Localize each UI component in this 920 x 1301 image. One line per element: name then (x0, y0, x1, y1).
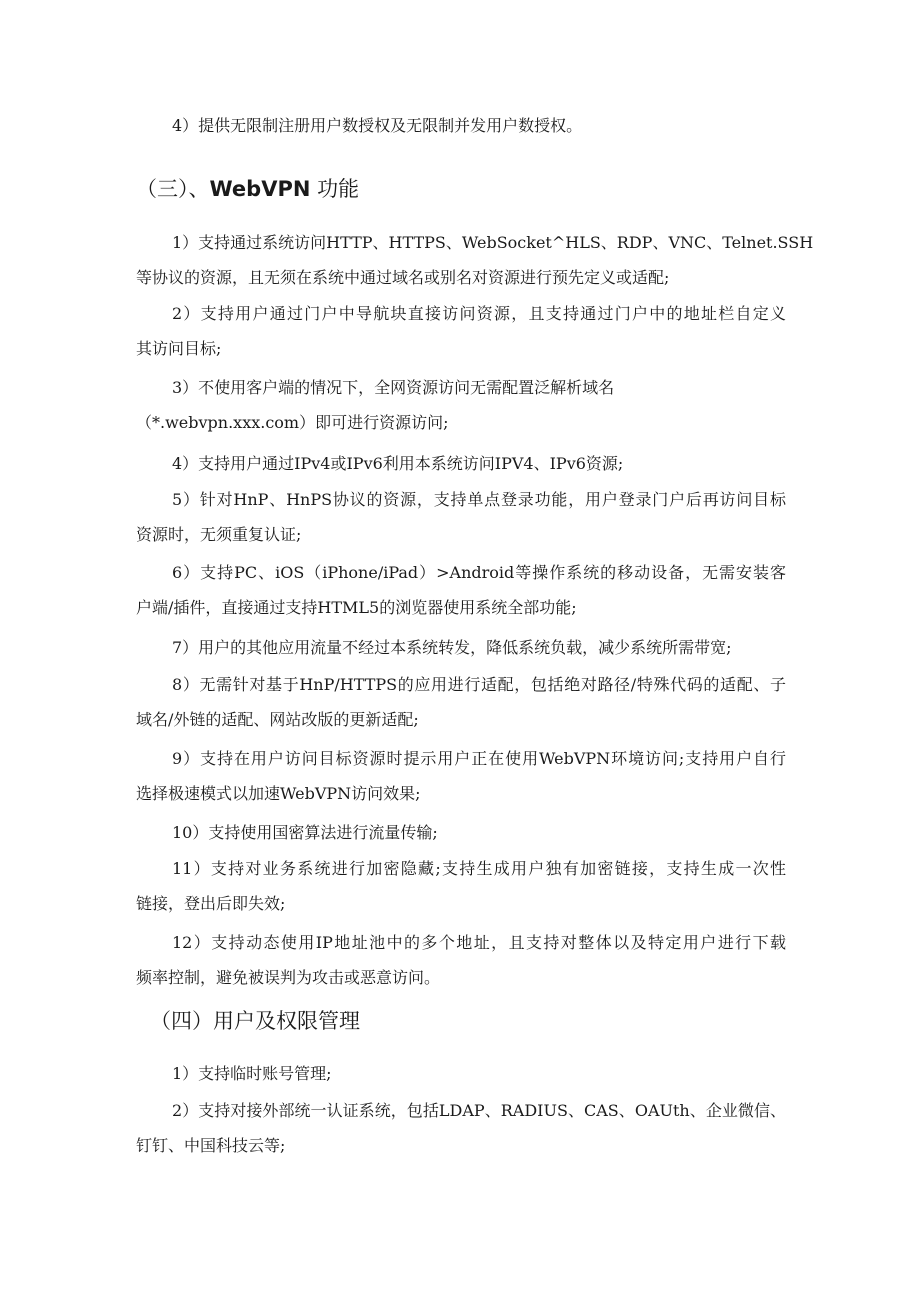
section3-heading-bold: WebVPN (209, 177, 311, 201)
section3-item-9 (136, 741, 786, 811)
section3-item-1-line2: 等协议的资源，且无须在系统中通过域名或别名对资源进行预先定义或适配; (136, 268, 670, 287)
section3-item-12-line2: 频率控制，避免被误判为攻击或恶意访问。 (136, 968, 441, 987)
section4-item-2 (136, 1093, 786, 1163)
section3-item-10-line1: 10）支持使用国密算法进行流量传输; (172, 823, 438, 842)
section3-heading-suffix: 功能 (310, 177, 360, 201)
section3-item-12 (136, 925, 786, 995)
section3-item-8-line2: 域名/外链的适配、网站改版的更新适配; (136, 710, 419, 729)
section3-heading-prefix: （三）、 (136, 177, 210, 201)
section3-item-9-line2: 选择极速模式以加速WebVPN访问效果; (136, 784, 421, 803)
section4-item-2-line2: 钉钉、中国科技云等; (136, 1136, 286, 1155)
section3-item-11 (136, 851, 786, 921)
section3-item-5-line1: 5）针对HnP、HnPS协议的资源，支持单点登录功能，用户登录门户后再访问目标 (172, 490, 786, 509)
section4-heading: （四）用户及权限管理 (150, 1009, 360, 1033)
section3-item-5-line2: 资源时，无须重复认证; (136, 525, 302, 544)
section3-item-10 (136, 815, 786, 850)
section4-item-1 (136, 1056, 786, 1091)
section4-item-1-line1: 1）支持临时账号管理; (172, 1064, 332, 1083)
section3-item-6 (136, 555, 786, 625)
section3-item-8-line1: 8）无需针对基于HnP/HTTPS的应用进行适配，包括绝对路径/特殊代码的适配、子 (172, 675, 786, 694)
section3-item-7-line1: 7）用户的其他应用流量不经过本系统转发，降低系统负载，减少系统所需带宽; (172, 638, 732, 657)
section3-item-1 (136, 225, 814, 295)
section3-item-9-line1: 9）支持在用户访问目标资源时提示用户正在使用WebVPN环境访问;支持用户自行 (172, 749, 786, 768)
section3-item-4 (136, 446, 786, 481)
section3-item-6-line1: 6）支持PC、iOS（iPhone/iPad）>Android等操作系统的移动设备，无需安装客 (172, 563, 786, 582)
section3-item-6-line2: 户端/插件，直接通过支持HTML5的浏览器使用系统全部功能; (136, 598, 577, 617)
section3-item-8 (136, 667, 786, 737)
section3-item-7 (136, 630, 786, 665)
section3-item-12-line1: 12）支持动态使用IP地址池中的多个地址，且支持对整体以及特定用户进行下载 (172, 933, 786, 952)
section3-item-2 (136, 296, 786, 366)
section3-item-2-line2: 其访问目标; (136, 339, 222, 358)
section3-item-3-line1: 3）不使用客户端的情况下，全网资源访问无需配置泛解析域名 (172, 378, 615, 397)
section3-item-4-line1: 4）支持用户通过IPv4或IPv6利用本系统访问IPV4、IPv6资源; (172, 454, 624, 473)
section3-item-3 (136, 370, 786, 440)
section3-heading (136, 175, 359, 203)
section3-item-5 (136, 482, 786, 552)
section3-item-3-line2: （*.webvpn.xxx.com）即可进行资源访问; (136, 413, 449, 432)
intro-item: 4）提供无限制注册用户数授权及无限制并发用户数授权。 (172, 116, 583, 135)
section3-item-1-line1: 1）支持通过系统访问HTTP、HTTPS、WebSocket^HLS、RDP、VNC、Telnet.SSH (172, 233, 814, 252)
section3-item-11-line2: 链接，登出后即失效; (136, 894, 286, 913)
section3-item-2-line1: 2）支持用户通过门户中导航块直接访问资源，且支持通过门户中的地址栏自定义 (172, 304, 786, 323)
section3-item-11-line1: 11）支持对业务系统进行加密隐藏;支持生成用户独有加密链接，支持生成一次性 (172, 859, 786, 878)
section4-item-2-line1: 2）支持对接外部统一认证系统，包括LDAP、RADIUS、CAS、OAUth、企业微信、 (172, 1101, 786, 1120)
